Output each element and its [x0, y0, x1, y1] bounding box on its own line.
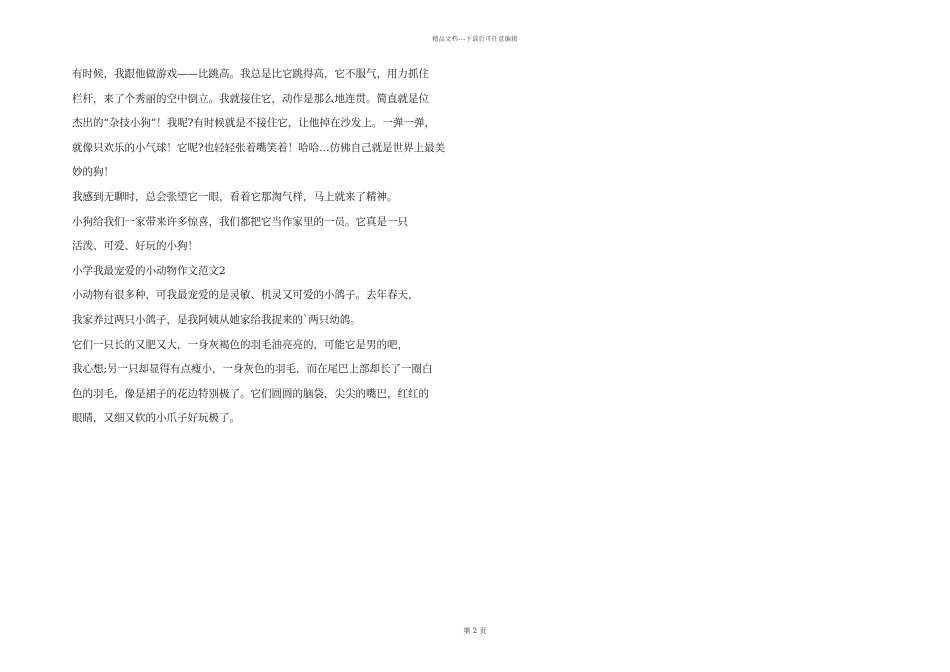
text-line: 我心想;另一只却显得有点瘦小，一身灰色的羽毛，而在尾巴上部却长了一圈白: [72, 363, 433, 376]
text-line: 小动物有很多种，可我最宠爱的是灵敏、机灵又可爱的小鸽子。去年春天，: [72, 289, 419, 302]
text-line: 眼睛，又细又软的小爪子好玩极了。: [72, 412, 240, 425]
document-body: [72, 62, 472, 431]
text-line: 色的羽毛，像是裙子的花边特别极了。它们圆圆的脑袋，尖尖的嘴巴，红红的: [72, 387, 429, 400]
text-line: 就像只欢乐的小气球！它呢?也轻轻张着嘴笑着！哈哈…仿佛自己就是世界上最美: [72, 141, 446, 154]
text-line: 杰出的“杂技小狗”！我呢?有时候就是不接住它，让他掉在沙发上。一弹一弹，: [72, 117, 435, 130]
section-heading: 小学我最宠爱的小动物作文范文2: [72, 264, 226, 277]
text-line: 妙的狗！: [72, 166, 114, 179]
text-line: 小狗给我们一家带来许多惊喜，我们都把它当作家里的一员。它真是一只: [72, 215, 408, 228]
text-line: 我家养过两只小鸽子，是我阿姨从她家给我捉来的`两只幼鸽。: [72, 313, 361, 326]
text-line: 栏杆，来了个秀丽的空中倒立。我就接住它，动作是那么地连贯。简直就是位: [72, 92, 429, 105]
page-header: 精品文档---下载后可任意编辑: [432, 36, 518, 43]
text-line: 有时候，我跟他做游戏——比跳高。我总是比它跳得高，它不服气，用力抓住: [72, 68, 429, 80]
text-line: 我感到无聊时，总会张望它一眼，看着它那淘气样，马上就来了精神。: [72, 190, 398, 203]
text-line: 活泼、可爱、好玩的小狗！: [72, 240, 198, 253]
text-line: 它们一只长的又肥又大，一身灰褐色的羽毛油亮亮的，可能它是男的吧，: [72, 338, 408, 351]
page-number: 第 2 页: [463, 627, 487, 635]
